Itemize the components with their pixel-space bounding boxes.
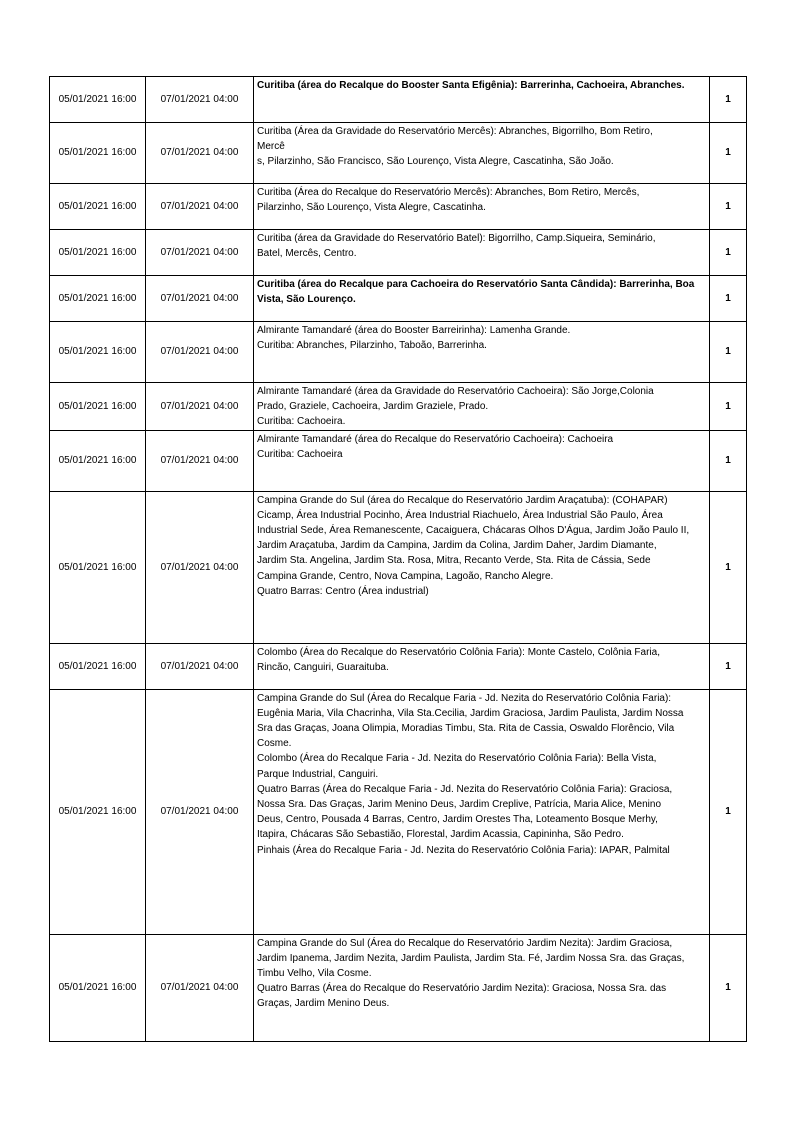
area-line: Quatro Barras (Área do Recalque do Reservatório Jardim Nezita): Graciosa, Nossa Sra. das	[257, 983, 667, 995]
start-datetime: 05/01/2021 16:00	[50, 934, 146, 1041]
area-line: Almirante Tamandaré (área da Gravidade do Reservatório Cachoeira): São Jorge,Colonia	[257, 386, 654, 397]
affected-areas	[254, 230, 710, 276]
area-line: Curitiba (área da Gravidade do Reservatório Batel): Bigorrilho, Camp.Siqueira, Seminário,	[257, 233, 656, 244]
area-line: Campina Grande, Centro, Nova Campina, Lagoão, Rancho Alegre.	[257, 570, 554, 582]
count-value: 1	[710, 491, 747, 643]
start-datetime: 05/01/2021 16:00	[50, 643, 146, 689]
area-line: Graças, Jardim Menino Deus.	[257, 998, 390, 1010]
table-row	[50, 230, 747, 276]
count-value: 1	[710, 643, 747, 689]
start-datetime: 05/01/2021 16:00	[50, 123, 146, 184]
area-line: Quatro Barras: Centro (Área industrial)	[257, 585, 429, 597]
area-line: Curitiba: Abranches, Pilarzinho, Taboão, Barrerinha.	[257, 340, 487, 352]
end-datetime: 07/01/2021 04:00	[146, 230, 254, 276]
area-line: Jardim Ipanema, Jardim Nezita, Jardim Paulista, Jardim Sta. Fé, Jardim Nossa Sra. das Graças,	[257, 952, 685, 964]
area-line: Curitiba: Cachoeira	[257, 448, 343, 460]
table-row	[50, 383, 747, 431]
end-datetime: 07/01/2021 04:00	[146, 491, 254, 643]
start-datetime: 05/01/2021 16:00	[50, 491, 146, 643]
area-line: Itapira, Chácaras São Sebastião, Florestal, Jardim Acassia, Capininha, São Pedro.	[257, 829, 624, 841]
end-datetime: 07/01/2021 04:00	[146, 383, 254, 431]
area-line: Curitiba: Cachoeira.	[257, 416, 346, 428]
area-line: Prado, Graziele, Cachoeira, Jardim Graziele, Prado.	[257, 401, 489, 413]
end-datetime: 07/01/2021 04:00	[146, 322, 254, 383]
end-datetime: 07/01/2021 04:00	[146, 123, 254, 184]
end-datetime: 07/01/2021 04:00	[146, 934, 254, 1041]
area-line: Pilarzinho, São Lourenço, Vista Alegre, Cascatinha.	[257, 202, 486, 214]
count-value: 1	[710, 230, 747, 276]
start-datetime: 05/01/2021 16:00	[50, 689, 146, 934]
start-datetime: 05/01/2021 16:00	[50, 276, 146, 322]
area-line: Almirante Tamandaré (área do Booster Barreirinha): Lamenha Grande.	[257, 325, 571, 336]
area-line: Colombo (Área do Recalque Faria - Jd. Nezita do Reservatório Colônia Faria): Bella Vista,	[257, 753, 657, 765]
table-row	[50, 430, 747, 491]
area-line: Quatro Barras (Área do Recalque Faria - Jd. Nezita do Reservatório Colônia Faria): Graciosa,	[257, 783, 673, 795]
end-datetime: 07/01/2021 04:00	[146, 689, 254, 934]
area-line: Batel, Mercês, Centro.	[257, 248, 357, 260]
table-row	[50, 689, 747, 934]
area-line: Cosme.	[257, 738, 292, 750]
affected-areas	[254, 184, 710, 230]
affected-areas	[254, 643, 710, 689]
affected-areas	[254, 77, 710, 123]
area-line: Cicamp, Área Industrial Pocinho, Área Industrial Riachuelo, Área Industrial São Paulo, Área	[257, 509, 663, 521]
area-line: Sra das Graças, Joana Olimpia, Moradias Timbu, Sta. Rita de Cassia, Oswaldo Florêncio, Vila	[257, 723, 675, 735]
affected-areas	[254, 322, 710, 383]
affected-areas	[254, 276, 710, 322]
affected-areas	[254, 934, 710, 1041]
count-value: 1	[710, 430, 747, 491]
start-datetime: 05/01/2021 16:00	[50, 430, 146, 491]
area-line: Mercê	[257, 141, 285, 153]
area-line: Nossa Sra. Das Graças, Jarim Menino Deus, Jardim Creplive, Patrícia, Maria Alice, Menino	[257, 799, 662, 811]
end-datetime: 07/01/2021 04:00	[146, 77, 254, 123]
area-line: Campina Grande do Sul (Área do Recalque do Reservatório Jardim Nezita): Jardim Graciosa,	[257, 937, 673, 949]
area-line: Deus, Centro, Pousada 4 Barras, Centro, Jardim Orestes Tha, Loteamento Bosque Merhy,	[257, 814, 658, 826]
area-line: Rincão, Canguiri, Guaraituba.	[257, 661, 389, 673]
table-row	[50, 77, 747, 123]
area-line: Pinhais (Área do Recalque Faria - Jd. Nezita do Reservatório Colônia Faria): IAPAR, Palmital	[257, 844, 670, 856]
area-line: Campina Grande do Sul (área do Recalque do Reservatório Jardim Araçatuba): (COHAPAR)	[257, 494, 668, 506]
start-datetime: 05/01/2021 16:00	[50, 230, 146, 276]
end-datetime: 07/01/2021 04:00	[146, 276, 254, 322]
count-value: 1	[710, 276, 747, 322]
end-datetime: 07/01/2021 04:00	[146, 430, 254, 491]
schedule-table-body	[50, 77, 747, 1042]
table-row	[50, 184, 747, 230]
affected-areas	[254, 689, 710, 934]
table-row	[50, 934, 747, 1041]
end-datetime: 07/01/2021 04:00	[146, 643, 254, 689]
area-line: Curitiba (Área do Recalque do Reservatório Mercês): Abranches, Bom Retiro, Mercês,	[257, 187, 640, 198]
table-row	[50, 276, 747, 322]
affected-areas	[254, 123, 710, 184]
affected-areas	[254, 430, 710, 491]
area-line: Colombo (Área do Recalque do Reservatório Colônia Faria): Monte Castelo, Colônia Faria,	[257, 646, 660, 658]
area-line: Campina Grande do Sul (Área do Recalque Faria - Jd. Nezita do Reservatório Colônia Faria):	[257, 692, 672, 704]
count-value: 1	[710, 934, 747, 1041]
area-line: Parque Industrial, Canguiri.	[257, 768, 379, 780]
start-datetime: 05/01/2021 16:00	[50, 184, 146, 230]
start-datetime: 05/01/2021 16:00	[50, 322, 146, 383]
count-value: 1	[710, 322, 747, 383]
area-line: Industrial Sede, Área Remanescente, Cacaiguera, Chácaras Olhos D'Água, Jardim João Paulo II,	[257, 525, 690, 537]
start-datetime: 05/01/2021 16:00	[50, 383, 146, 431]
start-datetime: 05/01/2021 16:00	[50, 77, 146, 123]
area-line: Vista, São Lourenço.	[257, 294, 356, 306]
table-row	[50, 643, 747, 689]
area-line: Eugênia Maria, Vila Chacrinha, Vila Sta.Cecilia, Jardim Graciosa, Jardim Paulista, Jardim Nossa	[257, 707, 684, 719]
end-datetime: 07/01/2021 04:00	[146, 184, 254, 230]
area-line: Curitiba (Área da Gravidade do Reservatório Mercês): Abranches, Bigorrilho, Bom Retiro,	[257, 126, 653, 137]
count-value: 1	[710, 383, 747, 431]
area-line: Jardim Sta. Angelina, Jardim Sta. Rosa, Mitra, Recanto Verde, Sta. Rita de Cássia, Sede	[257, 555, 651, 567]
affected-areas	[254, 383, 710, 431]
count-value: 1	[710, 184, 747, 230]
affected-areas	[254, 491, 710, 643]
area-line: Almirante Tamandaré (área do Recalque do Reservatório Cachoeira): Cachoeira	[257, 433, 614, 445]
area-line: s, Pilarzinho, São Francisco, São Lourenço, Vista Alegre, Cascatinha, São João.	[257, 156, 614, 168]
count-value: 1	[710, 123, 747, 184]
table-row	[50, 322, 747, 383]
area-line: Timbu Velho, Vila Cosme.	[257, 968, 372, 980]
area-line: Jardim Araçatuba, Jardim da Campina, Jardim da Colina, Jardim Daher, Jardim Diamante,	[257, 540, 657, 552]
area-line: Curitiba (área do Recalque para Cachoeira do Reservatório Santa Cândida): Barrerinha, Boa	[257, 279, 695, 290]
schedule-table	[49, 76, 747, 1042]
count-value: 1	[710, 689, 747, 934]
table-row	[50, 123, 747, 184]
table-row	[50, 491, 747, 643]
area-line: Curitiba (área do Recalque do Booster Santa Efigênia): Barrerinha, Cachoeira, Abranches.	[257, 80, 685, 91]
count-value: 1	[710, 77, 747, 123]
